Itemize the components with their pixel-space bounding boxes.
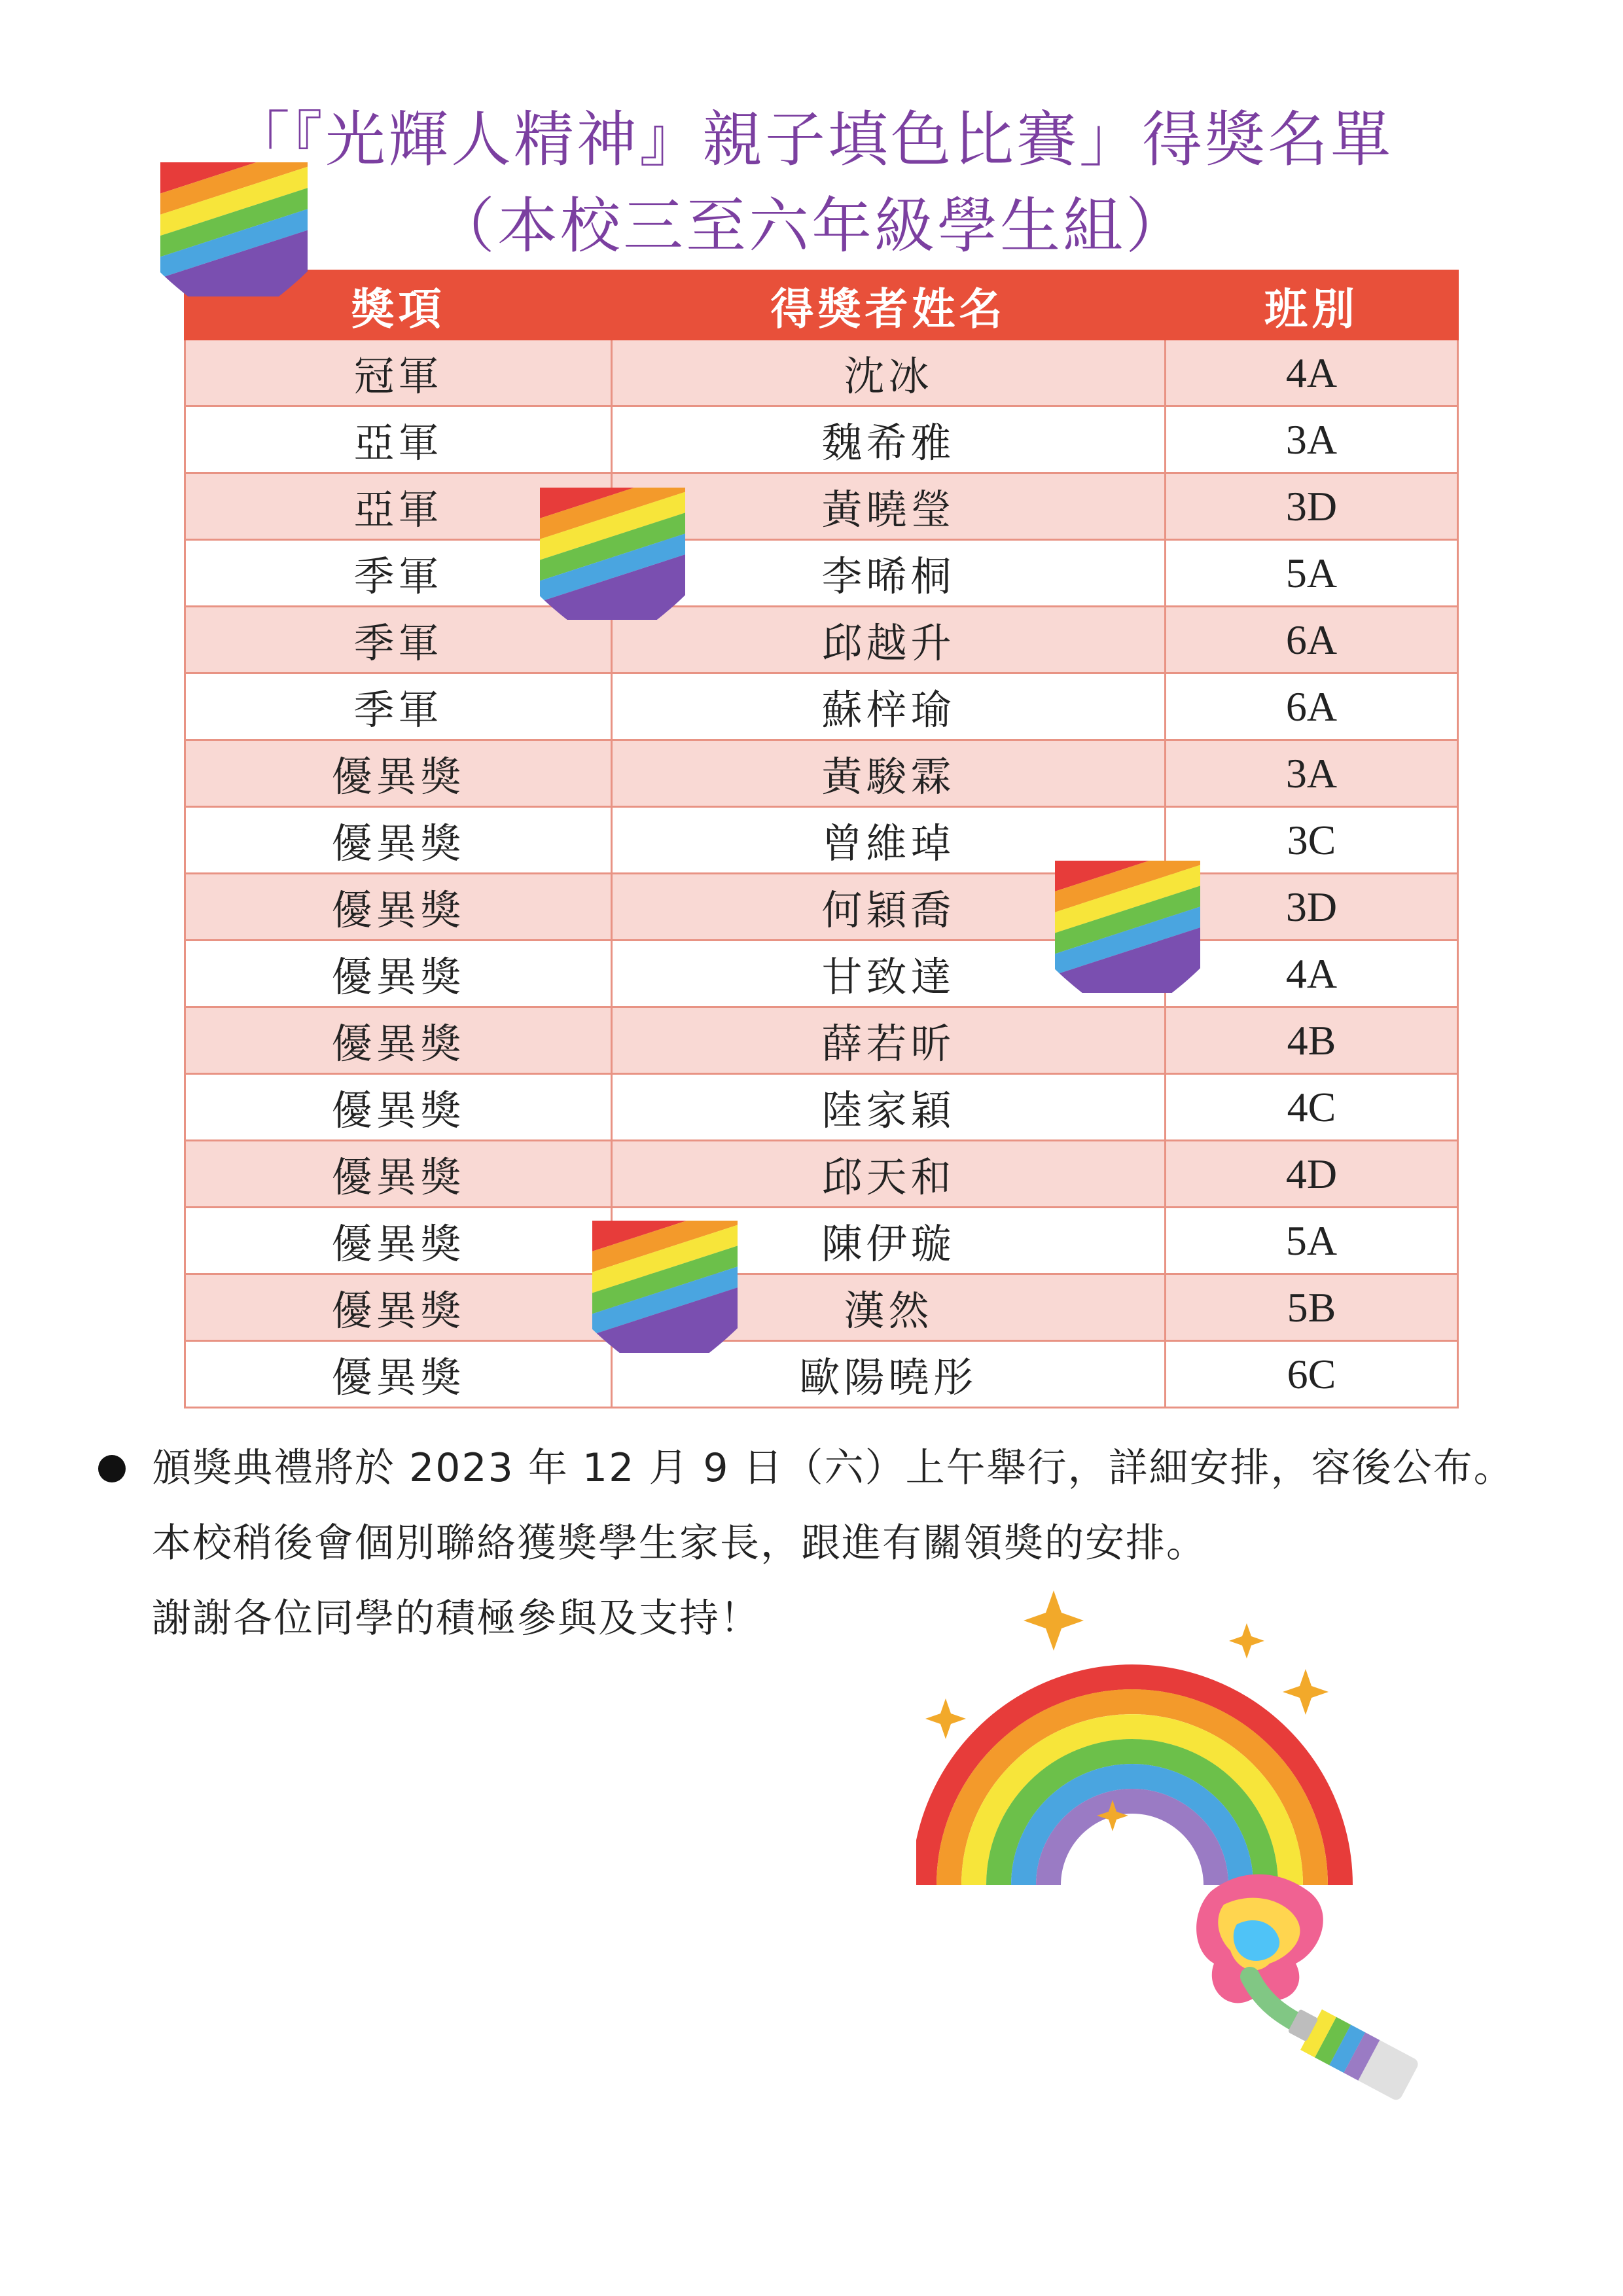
cell-name: 漢然 [612,1274,1166,1341]
note-ceremony: 頒獎典禮將於 2023 年 12 月 9 日（六）上午舉行，詳細安排，容後公布。 [152,1445,1514,1491]
cell-award: 冠軍 [185,340,612,406]
note-thanks: 謝謝各位同學的積極參與及支持！ [152,1596,760,1641]
page-subtitle: （本校三至六年級學生組） [434,191,1188,261]
table-row [185,473,1458,540]
cell-class: 3D [1166,874,1458,941]
cell-name: 邱越升 [612,607,1166,673]
cell-class: 3A [1166,406,1458,473]
rainbow-heart-icon [1055,861,1200,993]
cell-name: 甘致達 [612,941,1166,1007]
cell-class: 5B [1166,1274,1458,1341]
cell-award: 優異獎 [185,740,612,807]
cell-name: 何穎喬 [612,874,1166,941]
table-row [185,1341,1458,1408]
sparkle-icon [1229,1623,1264,1659]
cell-name: 陳伊璇 [612,1208,1166,1274]
cell-name: 陸家穎 [612,1074,1166,1141]
cell-name: 沈冰 [612,340,1166,406]
cell-award: 優異獎 [185,1007,612,1074]
cell-name: 薛若昕 [612,1007,1166,1074]
rainbow-heart-icon [540,488,685,620]
cell-award: 亞軍 [185,406,612,473]
sparkle-icon [1024,1590,1084,1651]
table-row [185,607,1458,673]
rainbow-heart-icon [160,162,308,296]
cell-class: 3D [1166,473,1458,540]
table-row [185,1007,1458,1074]
cell-award: 亞軍 [185,473,612,540]
cell-award: 優異獎 [185,1274,612,1341]
cell-class: 4A [1166,941,1458,1007]
sparkle-icon [925,1698,966,1739]
cell-class: 6A [1166,607,1458,673]
table-row [185,874,1458,941]
bullet-icon [98,1455,126,1482]
cell-award: 優異獎 [185,1208,612,1274]
cell-class: 3C [1166,807,1458,874]
table-row [185,406,1458,473]
cell-award: 優異獎 [185,807,612,874]
rainbow-heart-icon [592,1221,738,1353]
page-title: 「『光輝人精神』親子填色比賽」得獎名單 [229,105,1393,175]
note-contact: 本校稍後會個別聯絡獲獎學生家長，跟進有關領獎的安排。 [152,1520,1207,1566]
cell-class: 6C [1166,1341,1458,1408]
paint-tube-icon [1196,1874,1420,2101]
table-header-row [185,271,1458,340]
cell-class: 4A [1166,340,1458,406]
awards-table [184,270,1459,1408]
cell-award: 季軍 [185,540,612,607]
cell-award: 優異獎 [185,1074,612,1141]
cell-class: 6A [1166,673,1458,740]
cell-award: 季軍 [185,673,612,740]
cell-award: 優異獎 [185,1341,612,1408]
table-row [185,941,1458,1007]
table-row [185,1208,1458,1274]
cell-class: 4B [1166,1007,1458,1074]
table-row [185,807,1458,874]
header-name: 得獎者姓名 [612,271,1166,340]
cell-class: 4C [1166,1074,1458,1141]
header-class: 班別 [1166,271,1458,340]
table-row [185,540,1458,607]
table-row [185,1141,1458,1208]
header-award: 獎項 [185,271,612,340]
cell-name: 蘇梓瑜 [612,673,1166,740]
cell-class: 3A [1166,740,1458,807]
cell-name: 魏希雅 [612,406,1166,473]
cell-class: 5A [1166,540,1458,607]
rainbow-icon [916,1584,1427,2101]
cell-name: 邱天和 [612,1141,1166,1208]
cell-name: 李晞桐 [612,540,1166,607]
table-row [185,740,1458,807]
table-row [185,340,1458,406]
cell-award: 季軍 [185,607,612,673]
cell-name: 曾維琸 [612,807,1166,874]
cell-class: 4D [1166,1141,1458,1208]
cell-award: 優異獎 [185,874,612,941]
cell-award: 優異獎 [185,941,612,1007]
cell-name: 黃曉瑩 [612,473,1166,540]
sparkle-icon [1283,1669,1329,1715]
table-row [185,673,1458,740]
cell-award: 優異獎 [185,1141,612,1208]
table-row [185,1274,1458,1341]
cell-name: 歐陽曉彤 [612,1341,1166,1408]
table-row [185,1074,1458,1141]
cell-class: 5A [1166,1208,1458,1274]
cell-name: 黃駿霖 [612,740,1166,807]
